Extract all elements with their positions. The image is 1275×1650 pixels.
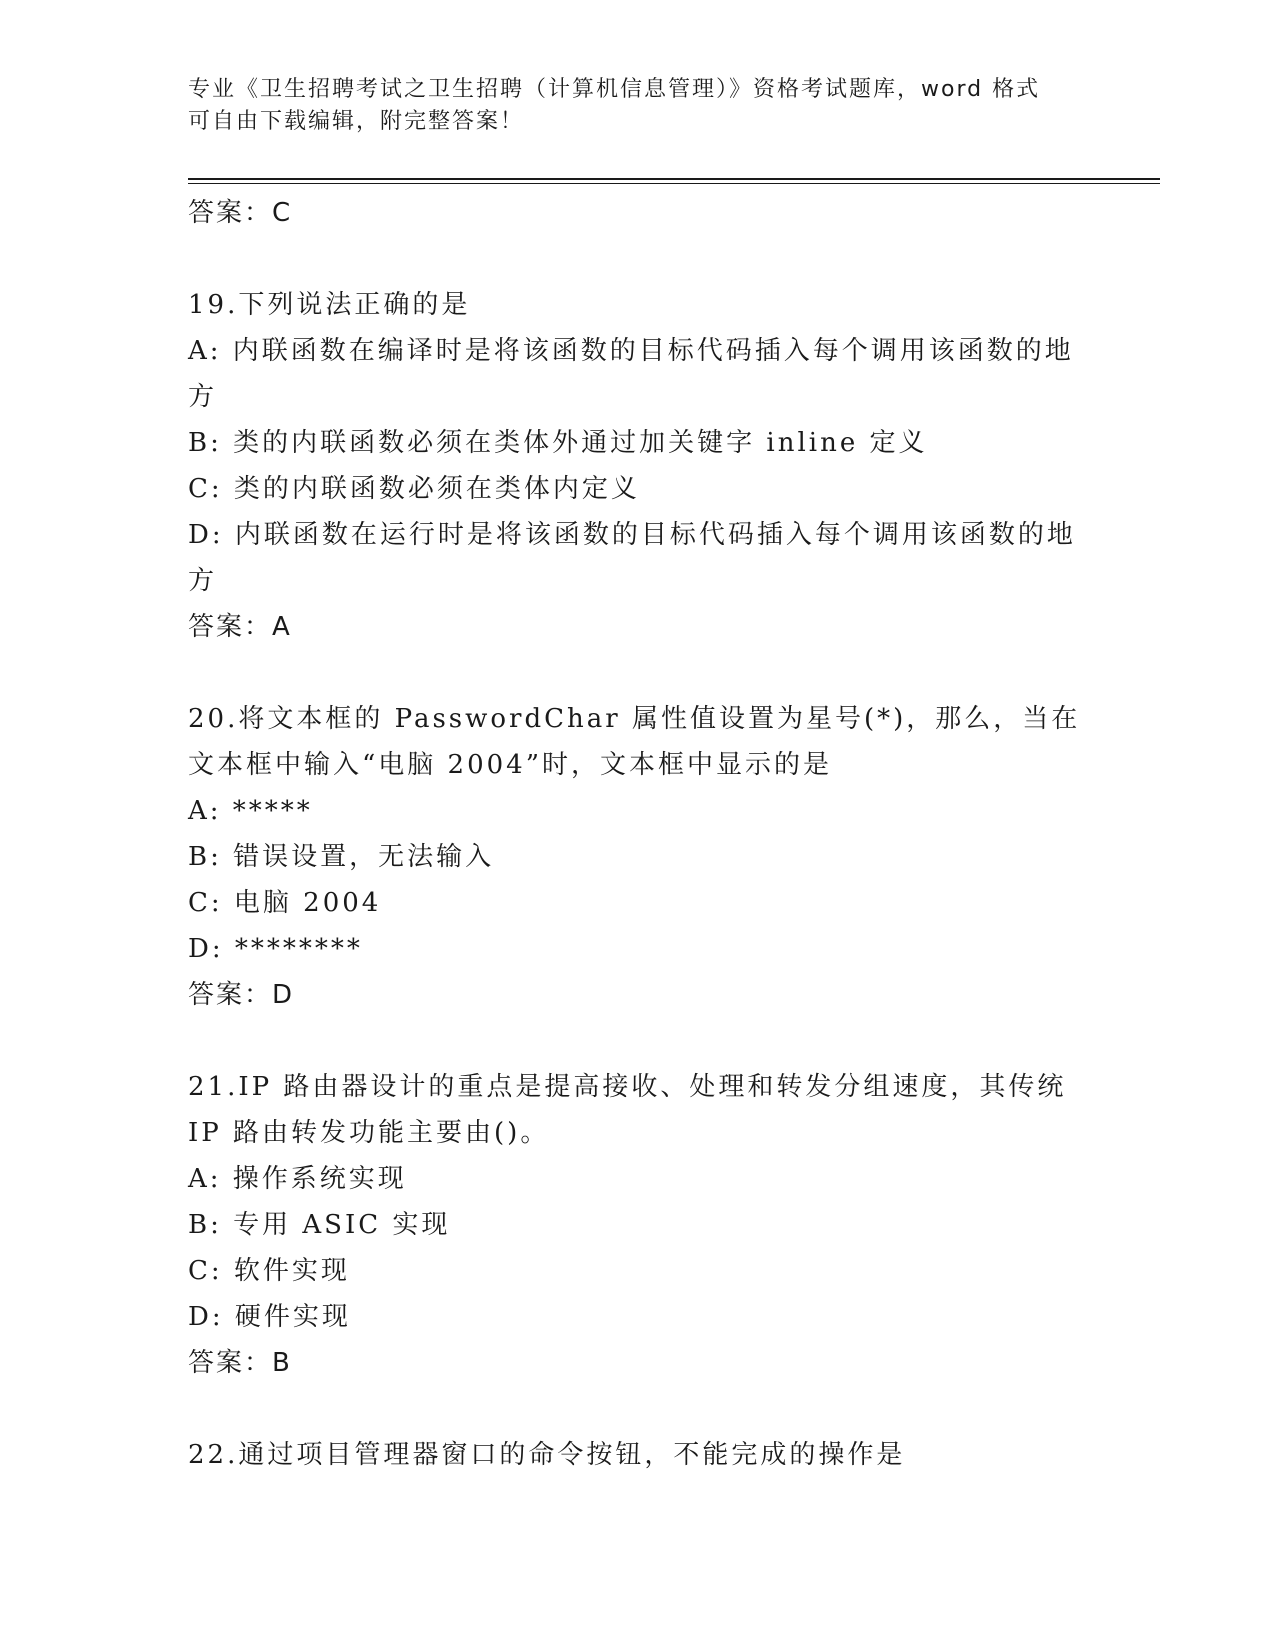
header-rule-thick: [188, 178, 1160, 180]
option-a: A: 内联函数在编译时是将该函数的目标代码插入每个调用该函数的地方: [188, 336, 1074, 412]
option-c: C: 电脑 2004: [188, 888, 382, 918]
spacer: [188, 1386, 1088, 1432]
document-header: [188, 74, 1068, 138]
option-a: A: *****: [188, 796, 313, 826]
question-stem: 19.下列说法正确的是: [188, 290, 471, 320]
question-stem: 22.通过项目管理器窗口的命令按钮，不能完成的操作是: [188, 1440, 906, 1470]
spacer: [188, 1018, 1088, 1064]
question-stem: 21.IP 路由器设计的重点是提高接收、处理和转发分组速度，其传统 IP 路由转发功能主要由()。: [188, 1072, 1067, 1148]
question-list: [188, 190, 1088, 1478]
option-b: B: 类的内联函数必须在类体外通过加关键字 inline 定义: [188, 428, 928, 458]
question-20: [188, 696, 1088, 1018]
option-d: D: ********: [188, 934, 363, 964]
option-c: C: 软件实现: [188, 1256, 350, 1286]
option-a: A: 操作系统实现: [188, 1164, 407, 1194]
answer: 答案：D: [188, 980, 295, 1010]
option-b: B: 错误设置，无法输入: [188, 842, 495, 872]
option-d: D: 硬件实现: [188, 1302, 351, 1332]
answer: 答案：B: [188, 1348, 292, 1378]
question-19: [188, 282, 1088, 650]
answer: 答案：A: [188, 612, 292, 642]
answer-q18: 答案：C: [188, 198, 293, 228]
spacer: [188, 650, 1088, 696]
option-b: B: 专用 ASIC 实现: [188, 1210, 451, 1240]
question-21: [188, 1064, 1088, 1386]
spacer: [188, 236, 1088, 282]
header-rule-thin: [188, 183, 1160, 184]
question-stem: 20.将文本框的 PasswordChar 属性值设置为星号(*)，那么，当在文本框中输入“电脑 2004”时，文本框中显示的是: [188, 704, 1081, 780]
option-c: C: 类的内联函数必须在类体内定义: [188, 474, 640, 504]
question-22: [188, 1432, 1088, 1478]
header-line-2: 可自由下载编辑，附完整答案！: [188, 109, 525, 134]
header-line-1: 专业《卫生招聘考试之卫生招聘（计算机信息管理）》资格考试题库，word 格式: [188, 77, 1041, 102]
option-d: D: 内联函数在运行时是将该函数的目标代码插入每个调用该函数的地方: [188, 520, 1076, 596]
